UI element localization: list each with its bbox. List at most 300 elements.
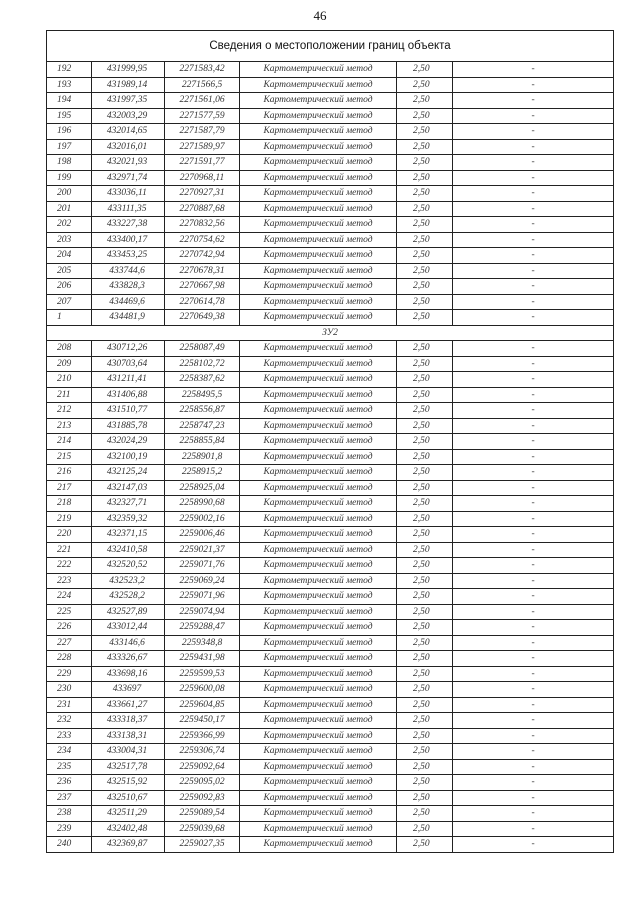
description-cell: - [453, 790, 614, 806]
point-number-cell: 236 [47, 775, 92, 791]
method-cell: Картометрический метод [240, 666, 397, 682]
method-cell: Картометрический метод [240, 93, 397, 109]
description-cell: - [453, 775, 614, 791]
table-row [47, 434, 614, 450]
accuracy-cell: 2,50 [397, 682, 453, 698]
description-cell: - [453, 821, 614, 837]
accuracy-cell: 2,50 [397, 62, 453, 78]
y-coordinate-cell: 2271577,59 [165, 108, 240, 124]
description-cell: - [453, 294, 614, 310]
point-number-cell: 214 [47, 434, 92, 450]
y-coordinate-cell: 2270742,94 [165, 248, 240, 264]
table-row [47, 124, 614, 140]
point-number-cell: 231 [47, 697, 92, 713]
accuracy-cell: 2,50 [397, 728, 453, 744]
table-row [47, 651, 614, 667]
method-cell: Картометрический метод [240, 403, 397, 419]
accuracy-cell: 2,50 [397, 821, 453, 837]
x-coordinate-cell: 431885,78 [92, 418, 165, 434]
table-row [47, 248, 614, 264]
accuracy-cell: 2,50 [397, 170, 453, 186]
point-number-cell: 206 [47, 279, 92, 295]
method-cell: Картометрический метод [240, 651, 397, 667]
method-cell: Картометрический метод [240, 62, 397, 78]
table-row [47, 821, 614, 837]
y-coordinate-cell: 2271583,42 [165, 62, 240, 78]
point-number-cell: 210 [47, 372, 92, 388]
table-row [47, 589, 614, 605]
table-row [47, 201, 614, 217]
point-number-cell: 221 [47, 542, 92, 558]
method-cell: Картометрический метод [240, 759, 397, 775]
method-cell: Картометрический метод [240, 232, 397, 248]
point-number-cell: 235 [47, 759, 92, 775]
accuracy-cell: 2,50 [397, 93, 453, 109]
y-coordinate-cell: 2271589,97 [165, 139, 240, 155]
x-coordinate-cell: 432510,67 [92, 790, 165, 806]
method-cell: Картометрический метод [240, 170, 397, 186]
method-cell: Картометрический метод [240, 713, 397, 729]
table-row [47, 837, 614, 853]
point-number-cell: 239 [47, 821, 92, 837]
table-row [47, 108, 614, 124]
y-coordinate-cell: 2270927,31 [165, 186, 240, 202]
x-coordinate-cell: 432003,29 [92, 108, 165, 124]
accuracy-cell: 2,50 [397, 573, 453, 589]
description-cell: - [453, 620, 614, 636]
method-cell: Картометрический метод [240, 790, 397, 806]
y-coordinate-cell: 2258556,87 [165, 403, 240, 419]
table-row [47, 279, 614, 295]
method-cell: Картометрический метод [240, 511, 397, 527]
x-coordinate-cell: 433111,35 [92, 201, 165, 217]
accuracy-cell: 2,50 [397, 155, 453, 171]
accuracy-cell: 2,50 [397, 589, 453, 605]
point-number-cell: 197 [47, 139, 92, 155]
x-coordinate-cell: 430712,26 [92, 341, 165, 357]
y-coordinate-cell: 2259599,53 [165, 666, 240, 682]
method-cell: Картометрический метод [240, 744, 397, 760]
point-number-cell: 240 [47, 837, 92, 853]
table-row [47, 713, 614, 729]
point-number-cell: 192 [47, 62, 92, 78]
point-number-cell: 194 [47, 93, 92, 109]
y-coordinate-cell: 2259071,96 [165, 589, 240, 605]
description-cell: - [453, 279, 614, 295]
method-cell: Картометрический метод [240, 542, 397, 558]
x-coordinate-cell: 432125,24 [92, 465, 165, 481]
x-coordinate-cell: 432528,2 [92, 589, 165, 605]
x-coordinate-cell: 432014,65 [92, 124, 165, 140]
description-cell: - [453, 387, 614, 403]
table-row [47, 356, 614, 372]
method-cell: Картометрический метод [240, 449, 397, 465]
accuracy-cell: 2,50 [397, 263, 453, 279]
accuracy-cell: 2,50 [397, 372, 453, 388]
accuracy-cell: 2,50 [397, 449, 453, 465]
method-cell: Картометрический метод [240, 821, 397, 837]
description-cell: - [453, 465, 614, 481]
method-cell: Картометрический метод [240, 480, 397, 496]
x-coordinate-cell: 433698,16 [92, 666, 165, 682]
y-coordinate-cell: 2259089,54 [165, 806, 240, 822]
y-coordinate-cell: 2258990,68 [165, 496, 240, 512]
x-coordinate-cell: 433744,6 [92, 263, 165, 279]
description-cell: - [453, 589, 614, 605]
accuracy-cell: 2,50 [397, 232, 453, 248]
accuracy-cell: 2,50 [397, 837, 453, 853]
accuracy-cell: 2,50 [397, 248, 453, 264]
method-cell: Картометрический метод [240, 728, 397, 744]
point-number-cell: 217 [47, 480, 92, 496]
y-coordinate-cell: 2270754,62 [165, 232, 240, 248]
x-coordinate-cell: 431211,41 [92, 372, 165, 388]
section-label: ЗУ2 [47, 325, 614, 341]
method-cell: Картометрический метод [240, 527, 397, 543]
table-row [47, 294, 614, 310]
x-coordinate-cell: 432517,78 [92, 759, 165, 775]
method-cell: Картометрический метод [240, 434, 397, 450]
table-row [47, 620, 614, 636]
description-cell: - [453, 635, 614, 651]
table-row [47, 217, 614, 233]
method-cell: Картометрический метод [240, 108, 397, 124]
y-coordinate-cell: 2259092,64 [165, 759, 240, 775]
x-coordinate-cell: 432147,03 [92, 480, 165, 496]
x-coordinate-cell: 434469,6 [92, 294, 165, 310]
description-cell: - [453, 62, 614, 78]
y-coordinate-cell: 2258901,8 [165, 449, 240, 465]
table-row [47, 465, 614, 481]
table-row [47, 604, 614, 620]
description-cell: - [453, 666, 614, 682]
y-coordinate-cell: 2259431,98 [165, 651, 240, 667]
method-cell: Картометрический метод [240, 155, 397, 171]
accuracy-cell: 2,50 [397, 759, 453, 775]
description-cell: - [453, 403, 614, 419]
accuracy-cell: 2,50 [397, 604, 453, 620]
x-coordinate-cell: 432523,2 [92, 573, 165, 589]
table-row [47, 449, 614, 465]
accuracy-cell: 2,50 [397, 480, 453, 496]
description-cell: - [453, 744, 614, 760]
y-coordinate-cell: 2259039,68 [165, 821, 240, 837]
x-coordinate-cell: 433828,3 [92, 279, 165, 295]
table-row [47, 527, 614, 543]
y-coordinate-cell: 2259306,74 [165, 744, 240, 760]
table-row [47, 744, 614, 760]
method-cell: Картометрический метод [240, 837, 397, 853]
accuracy-cell: 2,50 [397, 387, 453, 403]
accuracy-cell: 2,50 [397, 217, 453, 233]
accuracy-cell: 2,50 [397, 542, 453, 558]
x-coordinate-cell: 432327,71 [92, 496, 165, 512]
table-row [47, 790, 614, 806]
accuracy-cell: 2,50 [397, 744, 453, 760]
point-number-cell: 237 [47, 790, 92, 806]
description-cell: - [453, 449, 614, 465]
table-row [47, 186, 614, 202]
description-cell: - [453, 310, 614, 326]
point-number-cell: 219 [47, 511, 92, 527]
point-number-cell: 200 [47, 186, 92, 202]
accuracy-cell: 2,50 [397, 558, 453, 574]
x-coordinate-cell: 431406,88 [92, 387, 165, 403]
x-coordinate-cell: 432971,74 [92, 170, 165, 186]
description-cell: - [453, 356, 614, 372]
accuracy-cell: 2,50 [397, 77, 453, 93]
method-cell: Картометрический метод [240, 697, 397, 713]
y-coordinate-cell: 2258387,62 [165, 372, 240, 388]
description-cell: - [453, 124, 614, 140]
x-coordinate-cell: 432024,29 [92, 434, 165, 450]
point-number-cell: 229 [47, 666, 92, 682]
page-number: 46 [313, 8, 327, 23]
description-cell: - [453, 728, 614, 744]
x-coordinate-cell: 432369,87 [92, 837, 165, 853]
description-cell: - [453, 155, 614, 171]
y-coordinate-cell: 2258087,49 [165, 341, 240, 357]
method-cell: Картометрический метод [240, 341, 397, 357]
table-row [47, 682, 614, 698]
point-number-cell: 216 [47, 465, 92, 481]
x-coordinate-cell: 432402,48 [92, 821, 165, 837]
accuracy-cell: 2,50 [397, 775, 453, 791]
table-row [47, 372, 614, 388]
description-cell: - [453, 759, 614, 775]
point-number-cell: 205 [47, 263, 92, 279]
description-cell: - [453, 372, 614, 388]
table-row [47, 573, 614, 589]
description-cell: - [453, 93, 614, 109]
table-title-row [47, 31, 614, 62]
accuracy-cell: 2,50 [397, 806, 453, 822]
accuracy-cell: 2,50 [397, 201, 453, 217]
boundary-coordinates-table [46, 30, 614, 853]
point-number-cell: 224 [47, 589, 92, 605]
accuracy-cell: 2,50 [397, 790, 453, 806]
description-cell: - [453, 697, 614, 713]
method-cell: Картометрический метод [240, 387, 397, 403]
table-row [47, 558, 614, 574]
x-coordinate-cell: 432021,93 [92, 155, 165, 171]
x-coordinate-cell: 432515,92 [92, 775, 165, 791]
x-coordinate-cell: 432527,89 [92, 604, 165, 620]
description-cell: - [453, 837, 614, 853]
method-cell: Картометрический метод [240, 77, 397, 93]
method-cell: Картометрический метод [240, 558, 397, 574]
y-coordinate-cell: 2270649,38 [165, 310, 240, 326]
x-coordinate-cell: 433697 [92, 682, 165, 698]
y-coordinate-cell: 2259071,76 [165, 558, 240, 574]
point-number-cell: 193 [47, 77, 92, 93]
accuracy-cell: 2,50 [397, 697, 453, 713]
method-cell: Картометрический метод [240, 496, 397, 512]
point-number-cell: 215 [47, 449, 92, 465]
y-coordinate-cell: 2259002,16 [165, 511, 240, 527]
y-coordinate-cell: 2259450,17 [165, 713, 240, 729]
description-cell: - [453, 232, 614, 248]
point-number-cell: 1 [47, 310, 92, 326]
description-cell: - [453, 418, 614, 434]
method-cell: Картометрический метод [240, 775, 397, 791]
table-row [47, 170, 614, 186]
accuracy-cell: 2,50 [397, 527, 453, 543]
point-number-cell: 198 [47, 155, 92, 171]
method-cell: Картометрический метод [240, 635, 397, 651]
x-coordinate-cell: 431989,14 [92, 77, 165, 93]
point-number-cell: 225 [47, 604, 92, 620]
point-number-cell: 228 [47, 651, 92, 667]
y-coordinate-cell: 2270832,56 [165, 217, 240, 233]
x-coordinate-cell: 432511,29 [92, 806, 165, 822]
accuracy-cell: 2,50 [397, 139, 453, 155]
description-cell: - [453, 806, 614, 822]
table-title: Сведения о местоположении границ объекта [47, 31, 614, 62]
table-row [47, 635, 614, 651]
description-cell: - [453, 604, 614, 620]
method-cell: Картометрический метод [240, 356, 397, 372]
accuracy-cell: 2,50 [397, 403, 453, 419]
y-coordinate-cell: 2259069,24 [165, 573, 240, 589]
x-coordinate-cell: 430703,64 [92, 356, 165, 372]
point-number-cell: 218 [47, 496, 92, 512]
accuracy-cell: 2,50 [397, 108, 453, 124]
description-cell: - [453, 248, 614, 264]
method-cell: Картометрический метод [240, 279, 397, 295]
y-coordinate-cell: 2270667,98 [165, 279, 240, 295]
description-cell: - [453, 77, 614, 93]
method-cell: Картометрический метод [240, 604, 397, 620]
point-number-cell: 208 [47, 341, 92, 357]
method-cell: Картометрический метод [240, 294, 397, 310]
method-cell: Картометрический метод [240, 465, 397, 481]
description-cell: - [453, 108, 614, 124]
y-coordinate-cell: 2271587,79 [165, 124, 240, 140]
table-row [47, 775, 614, 791]
table-row [47, 403, 614, 419]
y-coordinate-cell: 2270678,31 [165, 263, 240, 279]
x-coordinate-cell: 431510,77 [92, 403, 165, 419]
point-number-cell: 203 [47, 232, 92, 248]
point-number-cell: 201 [47, 201, 92, 217]
y-coordinate-cell: 2270968,11 [165, 170, 240, 186]
x-coordinate-cell: 432100,19 [92, 449, 165, 465]
table-row [47, 666, 614, 682]
description-cell: - [453, 341, 614, 357]
method-cell: Картометрический метод [240, 418, 397, 434]
x-coordinate-cell: 433318,37 [92, 713, 165, 729]
accuracy-cell: 2,50 [397, 635, 453, 651]
description-cell: - [453, 682, 614, 698]
x-coordinate-cell: 433036,11 [92, 186, 165, 202]
y-coordinate-cell: 2258495,5 [165, 387, 240, 403]
method-cell: Картометрический метод [240, 682, 397, 698]
x-coordinate-cell: 433453,25 [92, 248, 165, 264]
method-cell: Картометрический метод [240, 573, 397, 589]
x-coordinate-cell: 432359,32 [92, 511, 165, 527]
table-row [47, 511, 614, 527]
x-coordinate-cell: 434481,9 [92, 310, 165, 326]
table-row [47, 697, 614, 713]
description-cell: - [453, 186, 614, 202]
y-coordinate-cell: 2258925,04 [165, 480, 240, 496]
table-row [47, 139, 614, 155]
table-row [47, 232, 614, 248]
accuracy-cell: 2,50 [397, 341, 453, 357]
point-number-cell: 234 [47, 744, 92, 760]
table-row [47, 728, 614, 744]
y-coordinate-cell: 2259006,46 [165, 527, 240, 543]
x-coordinate-cell: 432371,15 [92, 527, 165, 543]
method-cell: Картометрический метод [240, 186, 397, 202]
table-row [47, 155, 614, 171]
method-cell: Картометрический метод [240, 201, 397, 217]
table-body [47, 31, 614, 853]
description-cell: - [453, 480, 614, 496]
table-row [47, 418, 614, 434]
point-number-cell: 232 [47, 713, 92, 729]
accuracy-cell: 2,50 [397, 186, 453, 202]
y-coordinate-cell: 2259027,35 [165, 837, 240, 853]
accuracy-cell: 2,50 [397, 418, 453, 434]
description-cell: - [453, 542, 614, 558]
table-row [47, 759, 614, 775]
table-row [47, 93, 614, 109]
table-row [47, 263, 614, 279]
point-number-cell: 238 [47, 806, 92, 822]
x-coordinate-cell: 433012,44 [92, 620, 165, 636]
accuracy-cell: 2,50 [397, 666, 453, 682]
accuracy-cell: 2,50 [397, 511, 453, 527]
x-coordinate-cell: 433661,27 [92, 697, 165, 713]
description-cell: - [453, 527, 614, 543]
accuracy-cell: 2,50 [397, 465, 453, 481]
x-coordinate-cell: 431999,95 [92, 62, 165, 78]
description-cell: - [453, 713, 614, 729]
y-coordinate-cell: 2271566,5 [165, 77, 240, 93]
description-cell: - [453, 217, 614, 233]
y-coordinate-cell: 2258747,23 [165, 418, 240, 434]
method-cell: Картометрический метод [240, 372, 397, 388]
point-number-cell: 220 [47, 527, 92, 543]
point-number-cell: 199 [47, 170, 92, 186]
x-coordinate-cell: 433146,6 [92, 635, 165, 651]
accuracy-cell: 2,50 [397, 713, 453, 729]
y-coordinate-cell: 2271591,77 [165, 155, 240, 171]
point-number-cell: 204 [47, 248, 92, 264]
x-coordinate-cell: 432410,58 [92, 542, 165, 558]
y-coordinate-cell: 2259095,02 [165, 775, 240, 791]
x-coordinate-cell: 431997,35 [92, 93, 165, 109]
point-number-cell: 196 [47, 124, 92, 140]
y-coordinate-cell: 2258855,84 [165, 434, 240, 450]
y-coordinate-cell: 2271561,06 [165, 93, 240, 109]
section-row [47, 325, 614, 341]
table-row [47, 806, 614, 822]
accuracy-cell: 2,50 [397, 310, 453, 326]
y-coordinate-cell: 2259021,37 [165, 542, 240, 558]
description-cell: - [453, 496, 614, 512]
point-number-cell: 209 [47, 356, 92, 372]
x-coordinate-cell: 432016,01 [92, 139, 165, 155]
table-row [47, 542, 614, 558]
description-cell: - [453, 139, 614, 155]
y-coordinate-cell: 2259600,08 [165, 682, 240, 698]
y-coordinate-cell: 2270614,78 [165, 294, 240, 310]
accuracy-cell: 2,50 [397, 279, 453, 295]
y-coordinate-cell: 2258915,2 [165, 465, 240, 481]
